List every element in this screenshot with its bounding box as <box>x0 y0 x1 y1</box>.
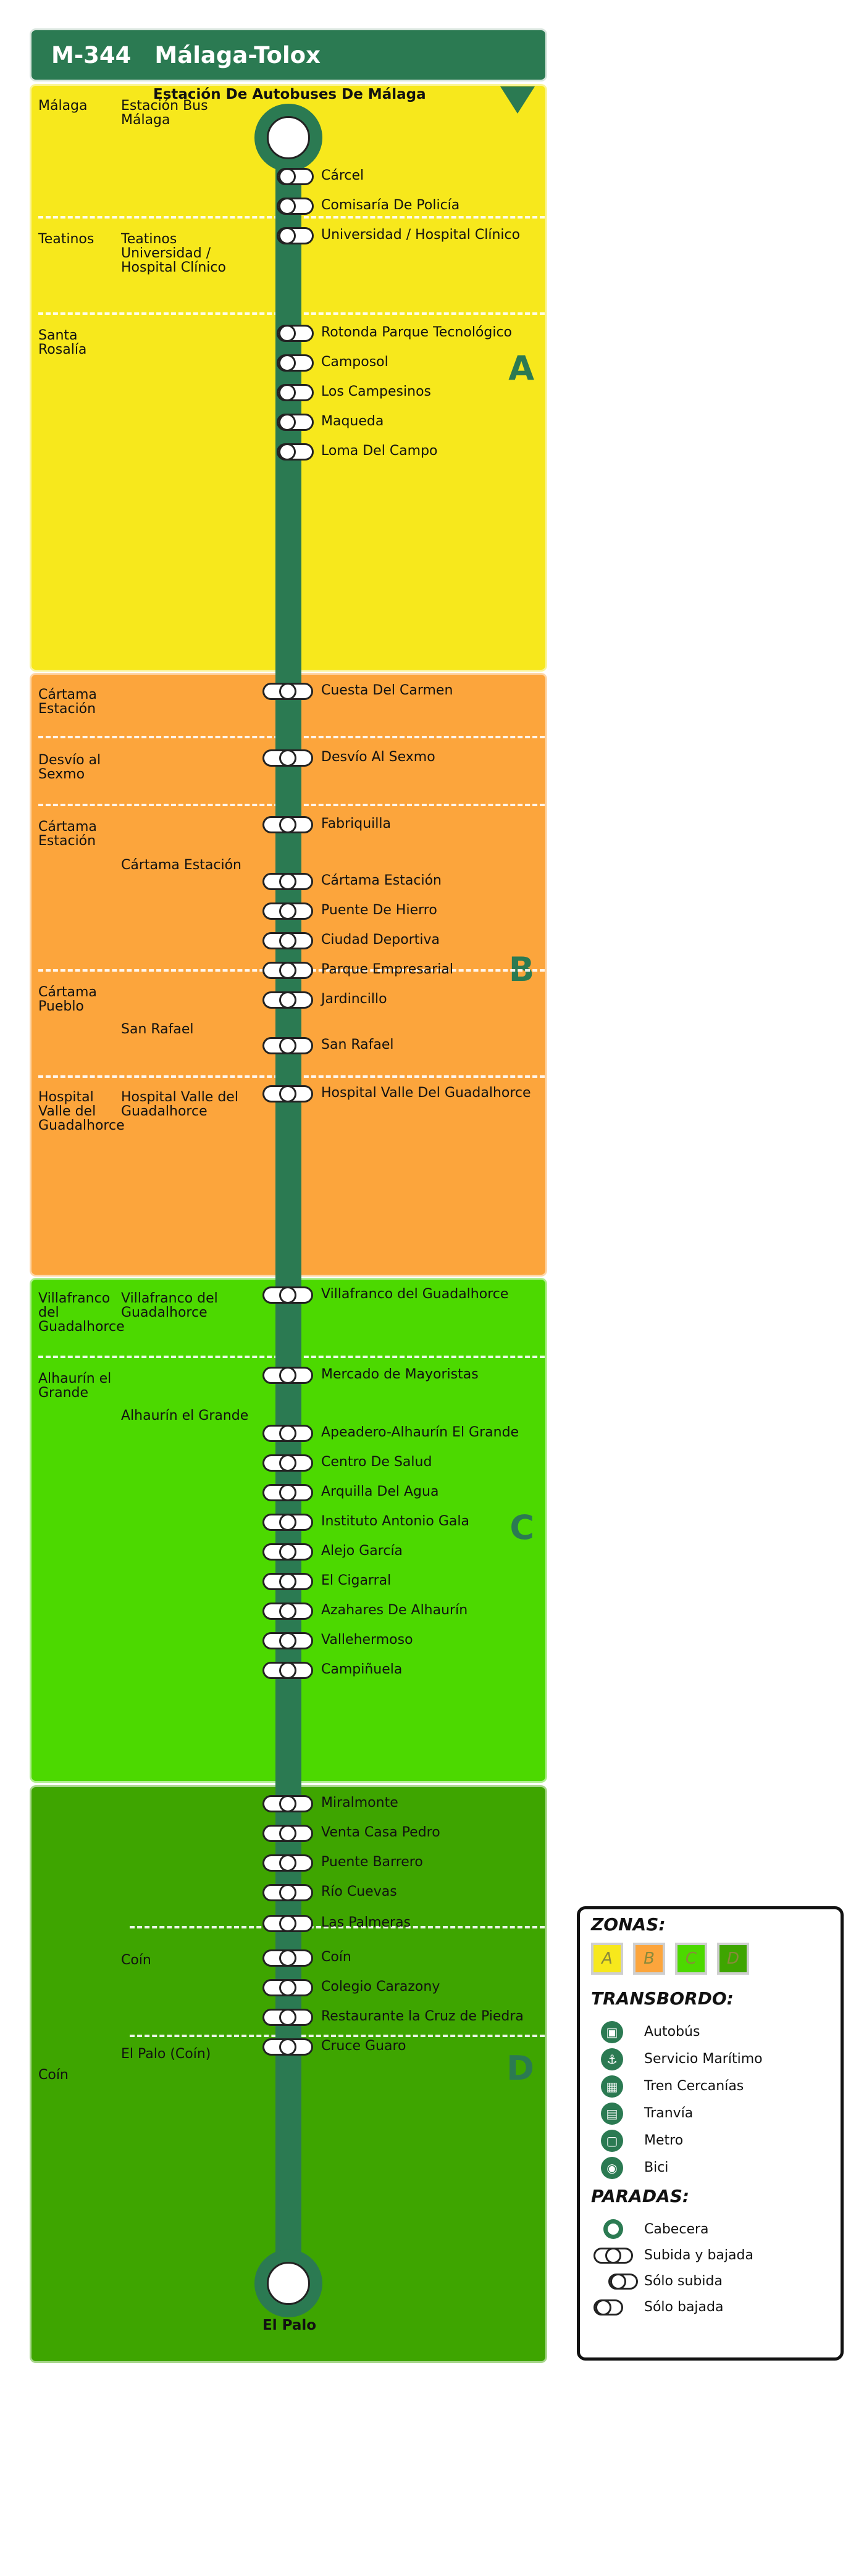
municipality-label: Teatinos <box>38 231 94 247</box>
stop-label[interactable]: Mercado de Mayoristas <box>321 1367 479 1382</box>
stop-label[interactable]: El Cigarral <box>321 1573 392 1588</box>
legend-stop-both: Subida y bajada <box>580 2243 839 2269</box>
stop-marker[interactable] <box>262 1514 313 1531</box>
stop-label[interactable]: Vallehermoso <box>321 1632 413 1648</box>
stop-marker[interactable] <box>262 1884 313 1901</box>
stop-label[interactable]: Los Campesinos <box>321 384 431 399</box>
municipality-label: Desvío al Sexmo <box>38 752 101 782</box>
stop-marker[interactable] <box>262 1367 313 1384</box>
stop-marker[interactable] <box>277 325 314 342</box>
board-alight-stop-icon <box>593 2248 633 2264</box>
zone-letter-c: C <box>510 1508 534 1547</box>
legend-transfer-bike: ◉ Bici <box>580 2155 839 2181</box>
board-only-stop-icon <box>608 2274 638 2290</box>
stop-label[interactable]: Rotonda Parque Tecnológico <box>321 325 513 340</box>
legend-zone-swatch-a: A <box>591 1943 623 1975</box>
stop-label[interactable]: Maqueda <box>321 414 384 429</box>
stop-label[interactable]: Restaurante la Cruz de Piedra <box>321 2009 524 2024</box>
start-terminal[interactable] <box>254 104 322 172</box>
stop-label[interactable]: Camposol <box>321 354 388 370</box>
bus-icon: ▣ <box>601 2021 623 2043</box>
route-code: M-344 <box>51 41 132 69</box>
municipality-label: Málaga <box>38 98 88 114</box>
municipality-label: Cártama Pueblo <box>38 985 97 1014</box>
stop-marker[interactable] <box>277 354 314 372</box>
area-label: Villafranco del Guadalhorce <box>121 1291 218 1320</box>
direction-arrow-icon <box>500 86 535 114</box>
stop-marker[interactable] <box>277 168 314 185</box>
municipality-label: Cártama Estación <box>38 819 97 849</box>
stop-label[interactable]: Cártama Estación <box>321 873 442 888</box>
municipality-label: Coín <box>38 2067 69 2083</box>
legend-transfer-title: TRANSBORDO: <box>591 1988 734 2009</box>
area-label: Estación Bus Málaga <box>121 98 208 128</box>
stop-marker[interactable] <box>262 1632 313 1649</box>
stop-marker[interactable] <box>277 414 314 431</box>
legend-transfer-ship: ⚓ Servicio Marítimo <box>580 2046 839 2072</box>
zone-letter-a: A <box>508 349 534 388</box>
municipality-label: Santa Rosalía <box>38 328 87 357</box>
route-title: Málaga-Tolox <box>154 41 321 69</box>
legend-panel <box>577 1906 844 2361</box>
stop-label[interactable]: Parque Empresarial <box>321 962 453 977</box>
terminal-stop-icon <box>603 2219 623 2239</box>
stop-label[interactable]: Cuesta Del Carmen <box>321 683 453 698</box>
stop-label[interactable]: Centro De Salud <box>321 1454 432 1470</box>
stop-label[interactable]: Campiñuela <box>321 1662 403 1677</box>
zone-letter-b: B <box>508 950 534 989</box>
stop-label[interactable]: Río Cuevas <box>321 1884 397 1899</box>
stop-label[interactable]: Alejo García <box>321 1543 403 1559</box>
stop-marker[interactable] <box>262 1484 313 1501</box>
stop-label[interactable]: San Rafael <box>321 1037 394 1052</box>
stop-label[interactable]: Cruce Guaro <box>321 2038 406 2054</box>
stop-label[interactable]: Instituto Antonio Gala <box>321 1514 469 1529</box>
start-terminal-label: Estación De Autobuses De Málaga <box>153 86 426 102</box>
stop-label[interactable]: Jardincillo <box>321 991 387 1007</box>
municipality-label: Villafranco del Guadalhorce <box>38 1291 125 1335</box>
legend-zones-title: ZONAS: <box>591 1914 666 1935</box>
ship-icon: ⚓ <box>601 2048 623 2070</box>
stop-marker[interactable] <box>262 1979 313 1996</box>
stop-marker[interactable] <box>262 1854 313 1872</box>
stop-marker[interactable] <box>262 816 313 833</box>
area-label: Coín <box>121 1953 151 1968</box>
municipality-label: Alhaurín el Grande <box>38 1371 112 1401</box>
zone-letter-d: D <box>506 2049 534 2088</box>
stop-marker[interactable] <box>262 1949 313 1967</box>
stop-marker[interactable] <box>262 1454 313 1472</box>
stop-label[interactable]: Universidad / Hospital Clínico <box>321 227 521 243</box>
stop-label[interactable]: Hospital Valle Del Guadalhorce <box>321 1085 531 1101</box>
stop-marker[interactable] <box>262 1662 313 1679</box>
stop-marker[interactable] <box>262 1425 313 1442</box>
stop-marker[interactable] <box>277 198 314 215</box>
municipality-label: Hospital Valle del Guadalhorce <box>38 1090 125 1133</box>
stop-marker[interactable] <box>262 1915 313 1932</box>
stop-label[interactable]: Fabriquilla <box>321 816 391 832</box>
area-label: Alhaurín el Grande <box>121 1408 249 1423</box>
separator <box>130 2035 545 2037</box>
tram-icon: ▤ <box>601 2103 623 2125</box>
stop-marker[interactable] <box>262 1603 313 1620</box>
route-header <box>30 28 547 81</box>
stop-label[interactable]: Cárcel <box>321 168 364 183</box>
area-label: Hospital Valle del Guadalhorce <box>121 1090 238 1119</box>
stop-label[interactable]: Puente Barrero <box>321 1854 423 1870</box>
stop-marker[interactable] <box>262 683 313 700</box>
stop-marker[interactable] <box>262 1825 313 1842</box>
municipality-label: Cártama Estación <box>38 687 97 717</box>
legend-stop-board: Sólo subida <box>580 2269 839 2295</box>
stop-marker[interactable] <box>262 1795 313 1812</box>
stop-label[interactable]: Ciudad Deportiva <box>321 932 440 948</box>
stop-label[interactable]: Venta Casa Pedro <box>321 1825 440 1840</box>
end-terminal[interactable] <box>254 2249 322 2317</box>
stop-marker[interactable] <box>262 902 313 920</box>
stop-marker[interactable] <box>262 932 313 949</box>
legend-stop-alight: Sólo bajada <box>580 2295 839 2320</box>
stop-marker[interactable] <box>262 1543 313 1561</box>
legend-transfer-metro: ▢ Metro <box>580 2128 839 2154</box>
stop-marker[interactable] <box>262 2009 313 2026</box>
legend-transfer-train: ▦ Tren Cercanías <box>580 2074 839 2099</box>
bike-icon: ◉ <box>601 2157 623 2179</box>
stop-label[interactable]: Arquilla Del Agua <box>321 1484 439 1499</box>
stop-label[interactable]: Puente De Hierro <box>321 902 437 918</box>
stop-label[interactable]: Coín <box>321 1949 351 1965</box>
stop-label[interactable]: Las Palmeras <box>321 1915 411 1930</box>
legend-transfer-tram: ▤ Tranvía <box>580 2101 839 2127</box>
stop-label[interactable]: Colegio Carazony <box>321 1979 440 1995</box>
legend-zone-swatch-d: D <box>717 1943 749 1975</box>
stop-marker[interactable] <box>262 1085 313 1103</box>
stop-marker[interactable] <box>277 384 314 401</box>
end-terminal-label: El Palo <box>262 2317 317 2333</box>
stop-label[interactable]: Azahares De Alhaurín <box>321 1603 468 1618</box>
area-label: Cártama Estación <box>121 857 241 873</box>
stop-label[interactable]: Loma Del Campo <box>321 443 438 459</box>
train-icon: ▦ <box>601 2075 623 2098</box>
stop-marker[interactable] <box>262 873 313 890</box>
metro-icon: ▢ <box>601 2130 623 2152</box>
legend-stops-title: PARADAS: <box>591 2186 690 2206</box>
stop-marker[interactable] <box>262 1037 313 1054</box>
stop-marker[interactable] <box>277 227 314 244</box>
stop-marker[interactable] <box>277 443 314 461</box>
area-label: Teatinos Universidad / Hospital Clínico <box>121 231 226 275</box>
stop-marker[interactable] <box>262 2038 313 2056</box>
legend-stop-cabecera: Cabecera <box>580 2217 839 2243</box>
legend-zone-swatch-b: B <box>633 1943 665 1975</box>
stop-marker[interactable] <box>262 1286 313 1304</box>
stop-label[interactable]: Apeadero-Alhaurín El Grande <box>321 1425 519 1440</box>
stop-marker[interactable] <box>262 749 313 767</box>
legend-transfer-bus: ▣ Autobús <box>580 2019 839 2045</box>
alight-only-stop-icon <box>593 2299 623 2315</box>
stop-marker[interactable] <box>262 1573 313 1590</box>
stop-label[interactable]: Comisaría De Policía <box>321 198 460 213</box>
stop-marker[interactable] <box>262 991 313 1009</box>
area-label: El Palo (Coín) <box>121 2046 211 2062</box>
stop-label[interactable]: Villafranco del Guadalhorce <box>321 1286 509 1302</box>
legend-zone-swatch-c: C <box>675 1943 707 1975</box>
area-label: San Rafael <box>121 1022 194 1037</box>
stop-label[interactable]: Miralmonte <box>321 1795 398 1811</box>
stop-marker[interactable] <box>262 962 313 979</box>
stop-label[interactable]: Desvío Al Sexmo <box>321 749 435 765</box>
